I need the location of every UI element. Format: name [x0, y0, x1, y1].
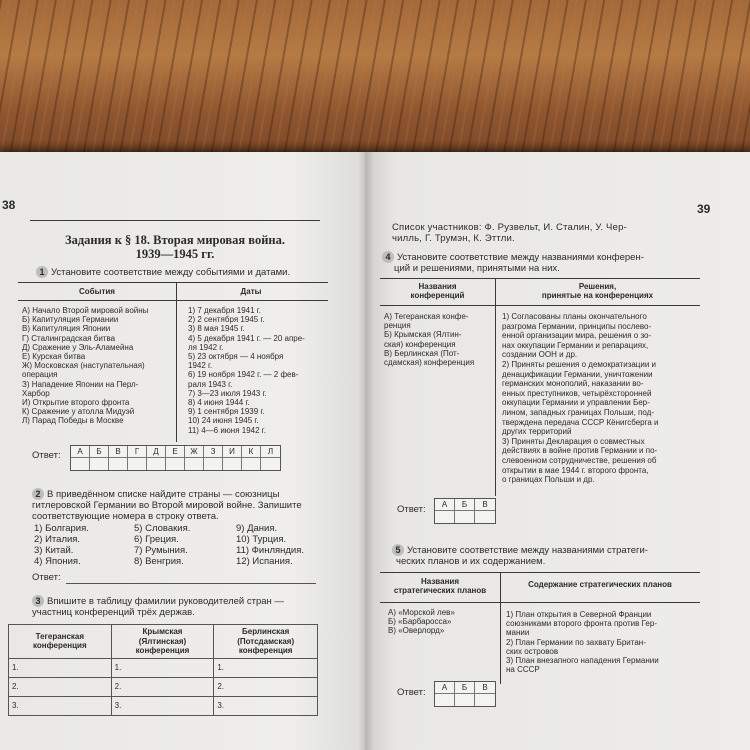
- decision-line: создании ООН и др.: [502, 350, 578, 360]
- task1-table-top: [18, 282, 328, 283]
- task1-table-header-rule: [18, 300, 328, 301]
- plan-item: В) «Оверлорд»: [388, 626, 445, 636]
- answer-input-cell[interactable]: [435, 511, 454, 523]
- conference-item: В) Берлинская (Пот-: [384, 348, 460, 358]
- country-item: 3) Китай.: [34, 545, 74, 556]
- date-item: ля 1942 г.: [188, 342, 224, 352]
- answer-column: В: [475, 499, 495, 523]
- content-line: ских островов: [506, 646, 559, 656]
- country-item: 2) Италия.: [34, 534, 81, 545]
- decision-line: енной организации мира, решения о зо-: [502, 331, 652, 341]
- countries-column-2: [134, 523, 190, 567]
- task4-answer-grid: [434, 498, 496, 524]
- task1-answer-grid: [70, 445, 281, 471]
- decision-line: германских монополий, наказании во-: [502, 379, 644, 389]
- decision-line: тверждена передача СССР Кёнигсберга и: [502, 417, 659, 427]
- decision-line: открытии в мае 1944 г. второго фронта,: [502, 465, 649, 475]
- task4-number: 4: [382, 251, 394, 263]
- event-item: операция: [22, 370, 58, 380]
- answer-column: И: [223, 446, 242, 470]
- decision-line: денацификации Германии, уничтожении: [502, 369, 653, 379]
- answer-input-cell[interactable]: [147, 458, 165, 470]
- content-line: союзниками второго фронта против Гер-: [506, 619, 657, 629]
- conference-item: ская) конференция: [384, 339, 456, 349]
- task2-answer-line[interactable]: [66, 583, 316, 584]
- answer-input-cell[interactable]: [166, 458, 184, 470]
- answer-column: А: [71, 446, 90, 470]
- answer-column: Д: [147, 446, 166, 470]
- table-cell[interactable]: 1.: [9, 658, 112, 677]
- answer-input-cell[interactable]: [435, 694, 454, 706]
- decision-line: разгрома Германии, принципы послево-: [502, 321, 652, 331]
- answer-column: В: [109, 446, 128, 470]
- task4-prompt: [382, 251, 702, 274]
- task5-table-top: [380, 572, 700, 573]
- task2-prompt: [32, 488, 332, 522]
- answer-column: Л: [261, 446, 280, 470]
- task4-answer-label: Ответ:: [397, 504, 426, 515]
- date-item: 2) 2 сентября 1945 г.: [188, 315, 265, 325]
- task2-answer-label: Ответ:: [32, 572, 61, 583]
- table-cell[interactable]: 3.: [214, 696, 318, 715]
- page-number-left: 38: [2, 198, 16, 212]
- countries-column-3: [236, 523, 304, 567]
- country-item: 10) Турция.: [236, 534, 287, 545]
- event-item: И) Открытие второго фронта: [22, 398, 130, 408]
- task5-plans: [388, 608, 498, 636]
- answer-column: Е: [166, 446, 185, 470]
- decision-line: действиях в войне против Германии и по-: [502, 446, 658, 456]
- decision-line: 1) Согласованы планы окончательного: [502, 312, 647, 321]
- task3-prompt: [32, 595, 332, 618]
- answer-column: А: [435, 499, 455, 523]
- page-number-right: 39: [697, 202, 711, 216]
- answer-column: В: [475, 682, 495, 706]
- task3-header-row: [9, 625, 318, 659]
- task4-conferences: [384, 312, 492, 367]
- task2-text-line: В приведённом списке найдите страны — союзницы: [47, 489, 280, 500]
- event-item: Ж) Московская (наступательная): [22, 361, 145, 371]
- date-item: раля 1943 г.: [188, 379, 233, 389]
- task5-number: 5: [392, 544, 404, 556]
- answer-input-cell[interactable]: [455, 511, 474, 523]
- title-rule: [30, 220, 320, 221]
- country-item: 9) Дания.: [236, 523, 278, 534]
- table-cell[interactable]: 2.: [214, 677, 318, 696]
- country-item: 8) Венгрия.: [134, 556, 184, 567]
- event-item: В) Капитуляция Японии: [22, 324, 111, 334]
- event-item: А) Начало Второй мировой войны: [22, 306, 149, 315]
- table-cell[interactable]: 1.: [214, 658, 318, 677]
- table-cell[interactable]: 2.: [111, 677, 214, 696]
- task1-dates-list: [188, 306, 328, 435]
- decision-line: о границах Польши и др.: [502, 475, 595, 485]
- date-item: 1942 г.: [188, 361, 213, 371]
- task4-text-line: Установите соответствие между названиями конферен-: [397, 252, 644, 263]
- task5-header-rule: [380, 602, 700, 603]
- header-tehran: Тегеранская конференция: [9, 625, 112, 659]
- table-cell[interactable]: 3.: [111, 696, 214, 715]
- conference-item: А) Тегеранская конфе-: [384, 312, 469, 321]
- task5-col2-header: Содержание стратегических планов: [528, 580, 672, 589]
- task5-prompt: [392, 544, 702, 567]
- task5-col1-header: Названия стратегических планов: [393, 577, 487, 595]
- country-item: 5) Словакия.: [134, 523, 191, 534]
- answer-column: Б: [455, 499, 475, 523]
- table-cell[interactable]: 2.: [9, 677, 112, 696]
- event-item: Харбор: [22, 388, 50, 398]
- task3-number: 3: [32, 595, 44, 607]
- table-cell[interactable]: 3.: [9, 696, 112, 715]
- decision-line: нах оккупации Германии и репарациях,: [502, 340, 649, 350]
- decision-line: оккупации Германии и управлении Бер-: [502, 398, 650, 408]
- task4-col1-header: Названия конференций: [410, 282, 465, 300]
- section-title-line1: Задания к § 18. Вторая мировая война.: [64, 233, 285, 247]
- task5-answer-label: Ответ:: [397, 687, 426, 698]
- section-title-line2: 1939—1945 гг.: [135, 247, 215, 261]
- table-row: [9, 696, 318, 715]
- table-cell[interactable]: 1.: [111, 658, 214, 677]
- plan-item: А) «Морской лев»: [388, 608, 455, 617]
- table-row: [9, 658, 318, 677]
- answer-column: Б: [90, 446, 109, 470]
- event-item: Д) Сражение у Эль-Аламейна: [22, 342, 134, 352]
- event-item: Г) Сталинградская битва: [22, 333, 116, 343]
- plan-item: Б) «Барбаросса»: [388, 617, 452, 627]
- header-potsdam: Берлинская (Потсдамская) конференция: [214, 625, 318, 659]
- date-item: 6) 19 ноября 1942 г. — 2 фев-: [188, 370, 299, 380]
- participants-line: чилль, Г. Трумэн, К. Эттли.: [392, 233, 515, 244]
- task4-decisions: [502, 312, 698, 485]
- wooden-table-background: [0, 0, 750, 160]
- event-item: К) Сражение у атолла Мидуэй: [22, 407, 135, 417]
- decision-line: слевоенном сотрудничестве, решения об: [502, 455, 657, 465]
- decision-line: других территорий: [502, 427, 572, 437]
- task3-text-line: участниц конференций трёх держав.: [32, 607, 195, 618]
- answer-input-cell[interactable]: [242, 458, 260, 470]
- open-workbook: [0, 152, 750, 750]
- task3-text-line: Впишите в таблицу фамилии руководителей стран —: [47, 596, 284, 607]
- answer-input-cell[interactable]: [455, 694, 474, 706]
- table-row: [9, 677, 318, 696]
- conference-item: Б) Крымская (Ялтин-: [384, 330, 462, 340]
- task2-number: 2: [32, 488, 44, 500]
- answer-column: Ж: [185, 446, 204, 470]
- answer-input-cell[interactable]: [128, 458, 146, 470]
- content-line: 3) План внезапного нападения Германии: [506, 656, 659, 666]
- event-item: З) Нападение Японии на Перл-: [22, 379, 139, 389]
- answer-column: А: [435, 682, 455, 706]
- country-item: 4) Япония.: [34, 556, 81, 567]
- answer-input-cell[interactable]: [223, 458, 241, 470]
- task4-divider: [495, 278, 496, 496]
- answer-input-cell[interactable]: [185, 458, 203, 470]
- answer-input-cell[interactable]: [261, 458, 280, 470]
- task4-text-line: ций и решениями, принятыми на них.: [394, 263, 560, 274]
- date-item: 5) 23 октября — 4 ноября: [188, 352, 284, 362]
- country-item: 6) Греция.: [134, 534, 179, 545]
- answer-input-cell[interactable]: [204, 458, 222, 470]
- task5-contents: [506, 610, 700, 674]
- content-line: 2) План Германии по захвату Британ-: [506, 637, 646, 647]
- task1-number: 1: [36, 266, 48, 278]
- content-line: мании: [506, 628, 530, 638]
- country-item: 11) Финляндия.: [236, 545, 305, 556]
- date-item: 4) 5 декабря 1941 г. — 20 апре-: [188, 333, 305, 343]
- decision-line: 2) Приняты решения о демократизации и: [502, 359, 657, 369]
- date-item: 10) 24 июня 1945 г.: [188, 416, 259, 426]
- decision-line: енных преступников, четырёхсторонней: [502, 388, 652, 398]
- task1-answer-label: Ответ:: [32, 450, 61, 461]
- answer-column: З: [204, 446, 223, 470]
- task5-answer-grid: [434, 681, 496, 707]
- answer-input-cell[interactable]: [109, 458, 127, 470]
- event-item: Л) Парад Победы в Москве: [22, 416, 124, 426]
- answer-column: Г: [128, 446, 147, 470]
- event-item: Б) Капитуляция Германии: [22, 315, 119, 325]
- date-item: 7) 3—23 июля 1943 г.: [188, 388, 267, 398]
- date-item: 3) 8 мая 1945 г.: [188, 324, 245, 334]
- task1-events-list: [22, 306, 174, 426]
- task2-text-line: соответствующие номера в строку ответа.: [32, 511, 219, 522]
- date-item: 11) 4—6 июня 1942 г.: [188, 425, 266, 435]
- task1-col-dates: Даты: [240, 287, 262, 296]
- conference-item: сдамская) конференция: [384, 358, 475, 368]
- date-item: 8) 4 июня 1944 г.: [188, 398, 250, 408]
- task2-text-line: гитлеровской Германии во Второй мировой войне. Запишите: [32, 500, 302, 511]
- task1-prompt: [36, 266, 336, 278]
- answer-column: Б: [455, 682, 475, 706]
- answer-input-cell[interactable]: [475, 694, 495, 706]
- task4-col2-header: Решения, принятые на конференциях: [541, 282, 654, 300]
- country-item: 1) Болгария.: [34, 523, 89, 534]
- task5-text-line: Установите соответствие между названиями стратеги-: [407, 545, 648, 556]
- event-item: Е) Курская битва: [22, 352, 86, 362]
- country-item: 7) Румыния.: [134, 545, 188, 556]
- decision-line: 3) Приняты Декларация о совместных: [502, 436, 645, 446]
- task1-col-events: События: [79, 287, 115, 296]
- date-item: 9) 1 сентября 1939 г.: [188, 407, 265, 417]
- answer-input-cell[interactable]: [475, 511, 495, 523]
- participants-line: Список участников: Ф. Рузвельт, И. Сталин, У. Чер-: [392, 222, 627, 233]
- task5-text-line: ческих планов и их содержанием.: [396, 556, 546, 567]
- answer-input-cell[interactable]: [71, 458, 89, 470]
- countries-column-1: [34, 523, 89, 567]
- participants-list: [392, 222, 702, 244]
- decision-line: лином, западных границах Польши, под-: [502, 407, 654, 417]
- task3-table: [8, 624, 318, 716]
- task1-table-divider: [176, 282, 177, 442]
- task4-header-rule: [380, 305, 700, 306]
- answer-column: К: [242, 446, 261, 470]
- answer-input-cell[interactable]: [90, 458, 108, 470]
- conference-item: ренция: [384, 321, 411, 331]
- task4-table-top: [380, 278, 700, 279]
- book-gutter: [358, 152, 374, 750]
- date-item: 1) 7 декабря 1941 г.: [188, 306, 261, 315]
- task1-text: Установите соответствие между событиями и датами.: [51, 267, 291, 278]
- header-yalta: Крымская (Ялтинская) конференция: [111, 625, 214, 659]
- content-line: 1) План открытия в Северной Франции: [506, 610, 652, 619]
- content-line: на СССР: [506, 665, 540, 675]
- country-item: 12) Испания.: [236, 556, 293, 567]
